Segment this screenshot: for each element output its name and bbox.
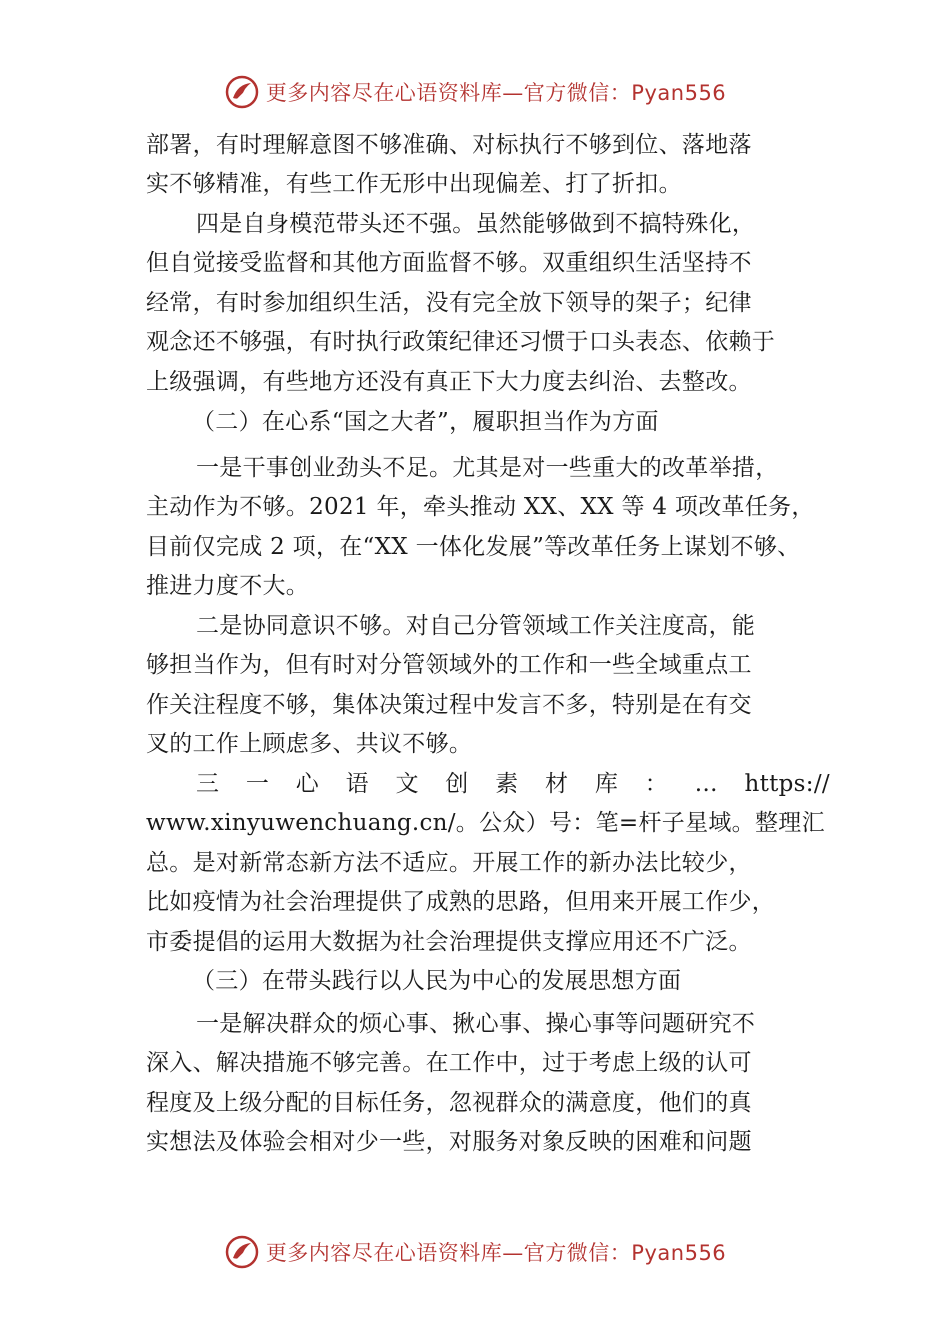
paragraph-start: 四是自身模范带头还不强。虽然能够做到不搞特殊化， <box>196 211 756 237</box>
spaced-char: 心 <box>295 771 320 797</box>
spaced-char: 一 <box>245 771 270 797</box>
spaced-char: 素 <box>495 771 519 797</box>
spaced-url: https:// <box>744 771 830 797</box>
text-line: 部署，有时理解意图不够准确、对标执行不够到位、落地落 <box>146 132 752 158</box>
section-heading: （三）在带头践行以人民为中心的发展思想方面 <box>192 968 682 994</box>
text-line: 但自觉接受监督和其他方面监督不够。双重组织生活坚持不 <box>146 250 752 276</box>
text-line: 上级强调，有些地方还没有真正下大力度去纠治、去整改。 <box>146 369 752 395</box>
spaced-char: 创 <box>445 771 469 797</box>
paragraph-start: 一是干事创业劲头不足。尤其是对一些重大的改革举措， <box>196 455 779 481</box>
text-line: 实想法及体验会相对少一些，对服务对象反映的困难和问题 <box>146 1129 752 1155</box>
footer-watermark-banner <box>0 1232 950 1272</box>
text-line: 主动作为不够。2021 年，牵头推动 XX、XX 等 4 项改革任务， <box>146 494 815 520</box>
spaced-char: ： <box>644 771 669 797</box>
paragraph-start: 一是解决群众的烦心事、揪心事、操心事等问题研究不 <box>196 1011 756 1037</box>
spaced-char: 语 <box>345 771 369 797</box>
header-watermark-banner <box>0 72 950 112</box>
text-line: 目前仅完成 2 项，在“XX 一体化发展”等改革任务上谋划不够、 <box>146 534 801 560</box>
brand-logo-icon <box>224 74 260 110</box>
text-line: 作关注程度不够，集体决策过程中发言不多，特别是在有交 <box>146 692 752 718</box>
text-line: 够担当作为，但有时对分管领域外的工作和一些全域重点工 <box>146 652 752 678</box>
text-line: 程度及上级分配的目标任务，忽视群众的满意度，他们的真 <box>146 1090 752 1116</box>
text-line: 市委提倡的运用大数据为社会治理提供支撑应用还不广泛。 <box>146 929 752 955</box>
section-heading: （二）在心系“国之大者”，履职担当作为方面 <box>192 409 659 435</box>
header-watermark-text: 更多内容尽在心语资料库—官方微信：Pyan556 <box>265 81 727 105</box>
footer-watermark-text: 更多内容尽在心语资料库—官方微信：Pyan556 <box>265 1241 727 1265</box>
spaced-text-line <box>196 766 830 802</box>
spaced-char: … <box>694 771 718 797</box>
spaced-char: 文 <box>395 771 419 797</box>
text-line: 总。是对新常态新方法不适应。开展工作的新办法比较少， <box>146 850 752 876</box>
text-line: 推进力度不大。 <box>146 573 310 599</box>
spaced-char: 三 <box>196 771 220 797</box>
brand-logo-icon <box>224 1234 260 1270</box>
text-line: 实不够精准，有些工作无形中出现偏差、打了折扣。 <box>146 171 682 197</box>
paragraph-start: 二是协同意识不够。对自己分管领域工作关注度高，能 <box>196 613 756 639</box>
spaced-char: 材 <box>545 771 569 797</box>
text-line: 比如疫情为社会治理提供了成熟的思路，但用来开展工作少， <box>146 889 776 915</box>
text-line: www.xinyuwenchuang.cn/。公众）号：笔=杆子星域。整理汇 <box>146 810 825 836</box>
text-line: 观念还不够强，有时执行政策纪律还习惯于口头表态、依赖于 <box>146 329 776 355</box>
text-line: 叉的工作上顾虑多、共议不够。 <box>146 731 473 757</box>
text-line: 经常，有时参加组织生活，没有完全放下领导的架子；纪律 <box>146 290 752 316</box>
text-line: 深入、解决措施不够完善。在工作中，过于考虑上级的认可 <box>146 1050 752 1076</box>
spaced-char: 库 <box>594 771 619 797</box>
